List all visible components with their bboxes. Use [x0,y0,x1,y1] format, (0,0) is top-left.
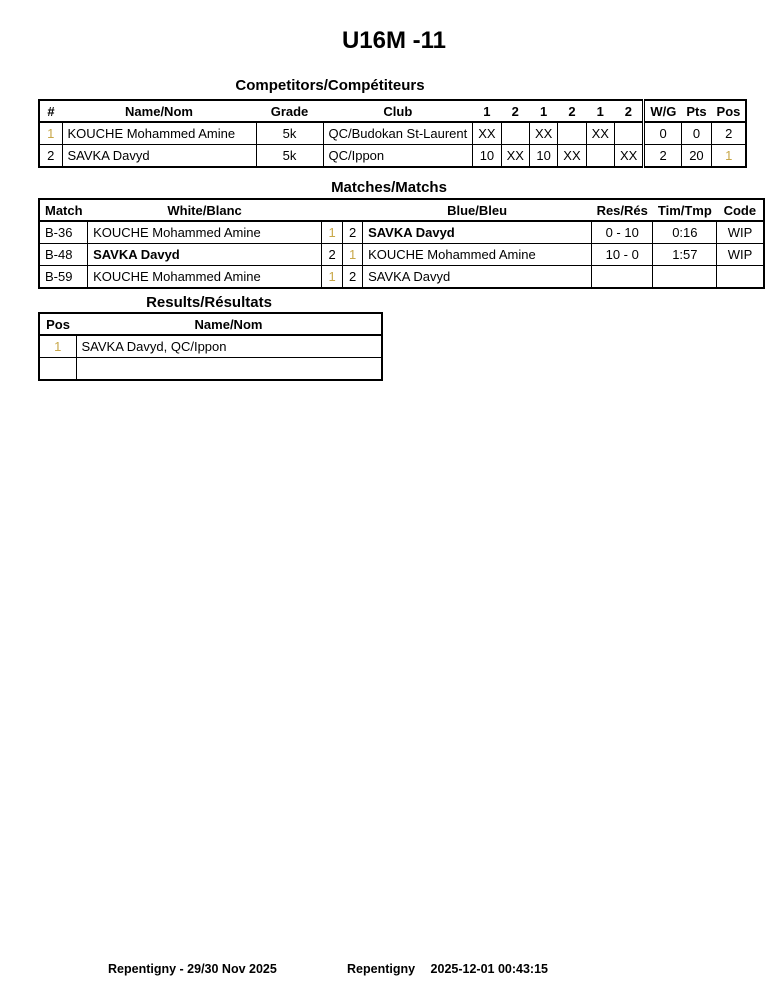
header-number: # [39,100,62,122]
blue-competitor-number: 1 [343,244,363,266]
wins-cell: 2 [644,145,682,168]
header-blue: Blue/Bleu [363,199,592,221]
score-cell: XX [473,122,501,145]
match-number: B-59 [39,266,88,289]
blue-competitor-name: SAVKA Davyd [363,266,592,289]
match-number: B-48 [39,244,88,266]
score-cell: 10 [529,145,557,168]
header-grade: Grade [256,100,323,122]
match-result: 10 - 0 [592,244,653,266]
blue-competitor-number: 2 [343,221,363,244]
match-time: 1:57 [653,244,717,266]
score-cell [558,122,586,145]
competitor-club: QC/Budokan St-Laurent [323,122,473,145]
white-competitor-name: KOUCHE Mohammed Amine [88,266,322,289]
header-position: Pos [712,100,747,122]
competitor-row [39,122,746,145]
header-white: White/Blanc [88,199,322,221]
competitor-number: 1 [39,122,62,145]
footer-venue: Repentigny [347,962,416,976]
competitor-grade: 5k [256,145,323,168]
white-competitor-name: KOUCHE Mohammed Amine [88,221,322,244]
points-cell: 0 [681,122,711,145]
white-competitor-number: 2 [322,244,343,266]
footer-event-date: Repentigny - 29/30 Nov 2025 [108,962,277,976]
results-header-row [39,313,382,335]
score-cell: XX [614,145,643,168]
header-round-2: 2 [501,100,529,122]
match-row [39,221,764,244]
footer-print-info [347,962,548,976]
header-position: Pos [39,313,76,335]
blue-competitor-name: KOUCHE Mohammed Amine [363,244,592,266]
match-row [39,266,764,289]
result-position: 1 [39,335,76,358]
score-cell [614,122,643,145]
competitor-number: 2 [39,145,62,168]
score-cell: XX [501,145,529,168]
header-white-num [322,199,343,221]
competitor-name: SAVKA Davyd [62,145,256,168]
white-competitor-number: 1 [322,266,343,289]
result-name: SAVKA Davyd, QC/Ippon [76,335,382,358]
score-cell: XX [558,145,586,168]
competitors-table [38,99,747,168]
competitor-club: QC/Ippon [323,145,473,168]
header-round-1: 1 [473,100,501,122]
header-club: Club [323,100,473,122]
matches-header-row [39,199,764,221]
matches-table [38,198,765,289]
competitor-grade: 5k [256,122,323,145]
header-match: Match [39,199,88,221]
competitor-row [39,145,746,168]
header-round-5: 1 [586,100,614,122]
position-cell: 2 [712,122,747,145]
header-name: Name/Nom [62,100,256,122]
competitors-header-row [39,100,746,122]
points-cell: 20 [681,145,711,168]
white-competitor-number: 1 [322,221,343,244]
match-code: WIP [717,244,764,266]
position-cell: 1 [712,145,747,168]
blue-competitor-name: SAVKA Davyd [363,221,592,244]
match-row [39,244,764,266]
matches-section-title: Matches/Matchs [331,179,447,196]
match-code [717,266,764,289]
result-row [39,335,382,358]
match-code: WIP [717,221,764,244]
result-name [76,358,382,381]
match-result: 0 - 10 [592,221,653,244]
header-code: Code [717,199,764,221]
header-result: Res/Rés [592,199,653,221]
competitors-section-title: Competitors/Compétiteurs [235,77,425,94]
match-time: 0:16 [653,221,717,244]
header-round-6: 2 [614,100,643,122]
header-blue-num [343,199,363,221]
match-number: B-36 [39,221,88,244]
header-round-4: 2 [558,100,586,122]
score-cell [501,122,529,145]
header-points: Pts [681,100,711,122]
page-title: U16M -11 [341,27,447,54]
score-cell: 10 [473,145,501,168]
match-time [653,266,717,289]
header-round-3: 1 [529,100,557,122]
white-competitor-name: SAVKA Davyd [88,244,322,266]
result-row [39,358,382,381]
score-cell: XX [586,122,614,145]
result-position [39,358,76,381]
match-result [592,266,653,289]
blue-competitor-number: 2 [343,266,363,289]
header-time: Tim/Tmp [653,199,717,221]
header-name: Name/Nom [76,313,382,335]
score-cell [586,145,614,168]
score-cell: XX [529,122,557,145]
results-section-title: Results/Résultats [146,294,272,311]
competitor-name: KOUCHE Mohammed Amine [62,122,256,145]
wins-cell: 0 [644,122,682,145]
header-wins: W/G [644,100,682,122]
footer-datetime: 2025-12-01 00:43:15 [430,962,548,976]
results-table [38,312,383,381]
